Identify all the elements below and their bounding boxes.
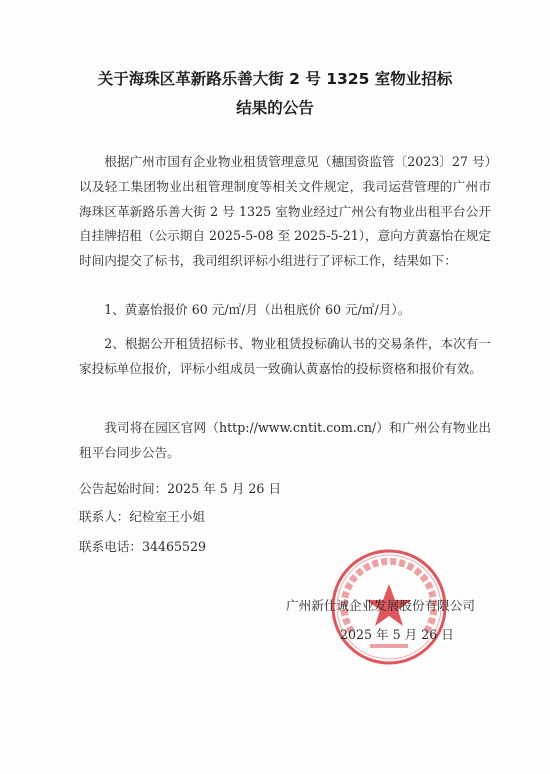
document-date: 2025 年 5 月 26 日 [340,627,454,642]
company-name: 广州新仕诚企业发展股份有限公司 [286,598,475,613]
paragraph-website: 我司将在园区官网（http://www.cntit.com.cn/）和广州公有物业出租平台同步公告。 [79,420,491,460]
contact-phone: 联系电话：34465529 [79,539,207,554]
announce-start-time: 公告起始时间：2025 年 5 月 26 日 [79,481,282,496]
document-title-line2: 结果的公告 [236,99,314,117]
result-item-2: 2、根据公开租赁招标书、物业租赁投标确认书的交易条件，本次有一家投标单位报价，评标小组成员一致确认黄嘉怡的投标资格和报价有效。 [79,336,491,376]
document-title-line1: 关于海珠区革新路乐善大街 2 号 1325 室物业招标 [97,70,453,88]
result-item-1: 1、黄嘉怡报价 60 元/㎡/月（出租底价 60 元/㎡/月）。 [104,302,411,317]
paragraph-basis: 根据广州市国有企业物业租赁管理意见（穗国资监管〔2023〕27 号）以及轻工集团物业出租管理制度等相关文件规定，我司运营管理的广州市海珠区革新路乐善大街 2 号 1325 室物业经过广州公有物业出租平台公开自挂牌招租（公示期自 2025-5-08 至 2025-5-21），意向方黄嘉怡在规定时间内提交了标书，我司组织评标小组进行了评标工作，结果如下： [79,154,491,269]
contact-person: 联系人：纪检室王小姐 [79,509,205,524]
